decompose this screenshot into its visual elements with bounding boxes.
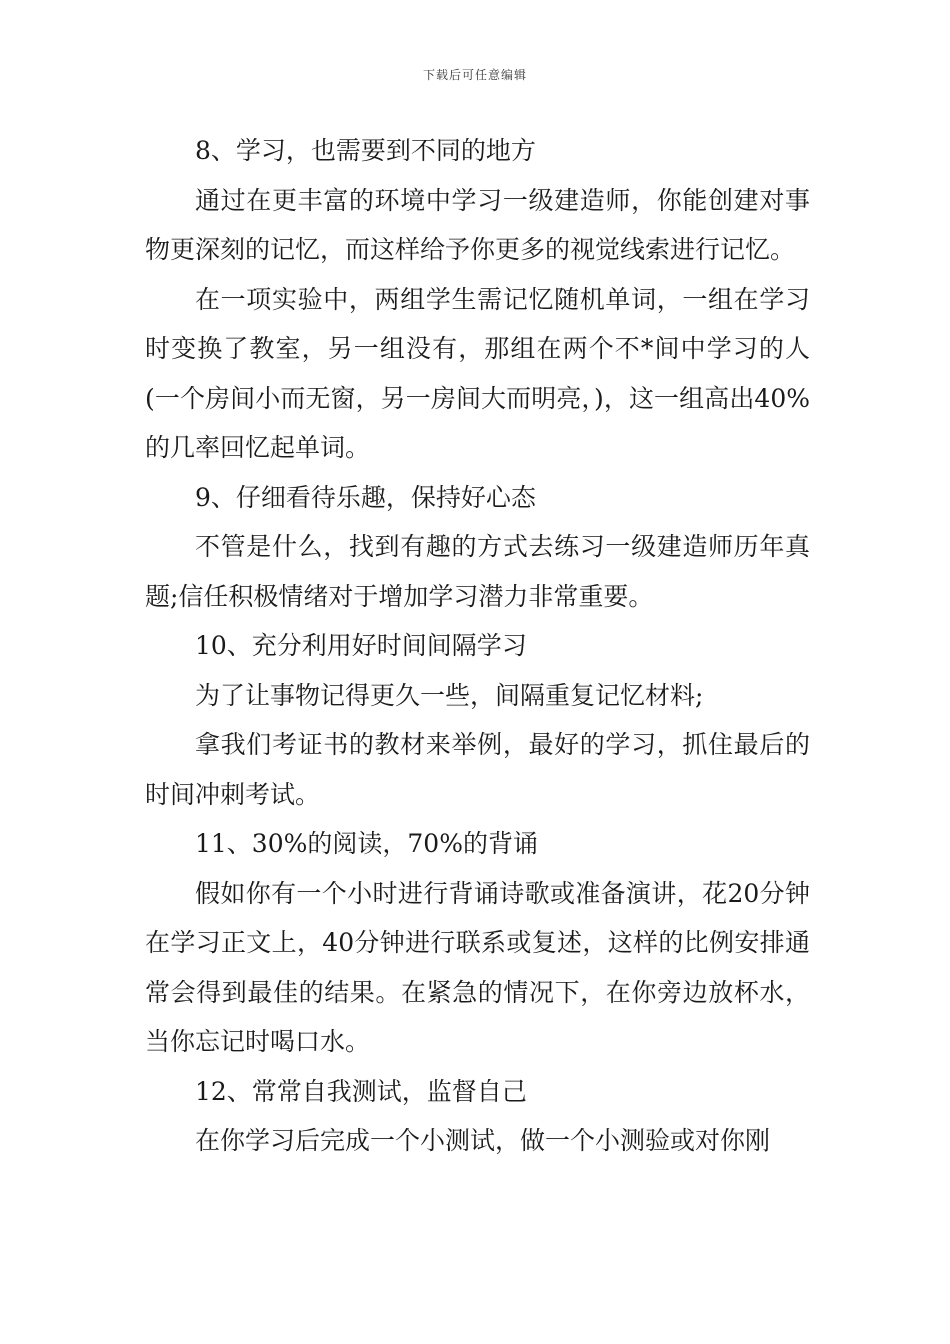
paragraph: 在一项实验中，两组学生需记忆随机单词，一组在学习时变换了教室，另一组没有，那组在两个不*间中学习的人(一个房间小而无窗，另一房间大而明亮，)，这一组高出40%的几率回忆起单词。 <box>145 284 810 462</box>
paragraph: 不管是什么，找到有趣的方式去练习一级建造师历年真题;信任积极情绪对于增加学习潜力非常重要。 <box>145 532 810 611</box>
section-heading-8: 8、学习，也需要到不同的地方 <box>195 136 536 165</box>
section-heading-11: 11、30%的阅读，70%的背诵 <box>195 829 538 858</box>
paragraph: 假如你有一个小时进行背诵诗歌或准备演讲，花20分钟在学习正文上，40分钟进行联系或复述，这样的比例安排通常会得到最佳的结果。在紧急的情况下，在你旁边放杯水，当你忘记时喝口水。 <box>145 878 810 1056</box>
section-heading-9: 9、仔细看待乐趣，保持好心态 <box>195 482 536 512</box>
header-note: 下载后可任意编辑 <box>422 68 527 82</box>
paragraph: 为了让事物记得更久一些，间隔重复记忆材料; <box>195 680 704 710</box>
section-heading-12: 12、常常自我测试，监督自己 <box>195 1076 527 1106</box>
paragraph: 在你学习后完成一个小测试，做一个小测验或对你刚 <box>195 1126 771 1155</box>
document-body <box>145 126 810 1166</box>
paragraph: 拿我们考证书的教材来举例，最好的学习，抓住最后的时间冲刺考试。 <box>145 730 810 809</box>
section-heading-10: 10、充分利用好时间间隔学习 <box>195 631 527 660</box>
paragraph: 通过在更丰富的环境中学习一级建造师，你能创建对事物更深刻的记忆，而这样给予你更多的视觉线索进行记忆。 <box>145 185 810 264</box>
